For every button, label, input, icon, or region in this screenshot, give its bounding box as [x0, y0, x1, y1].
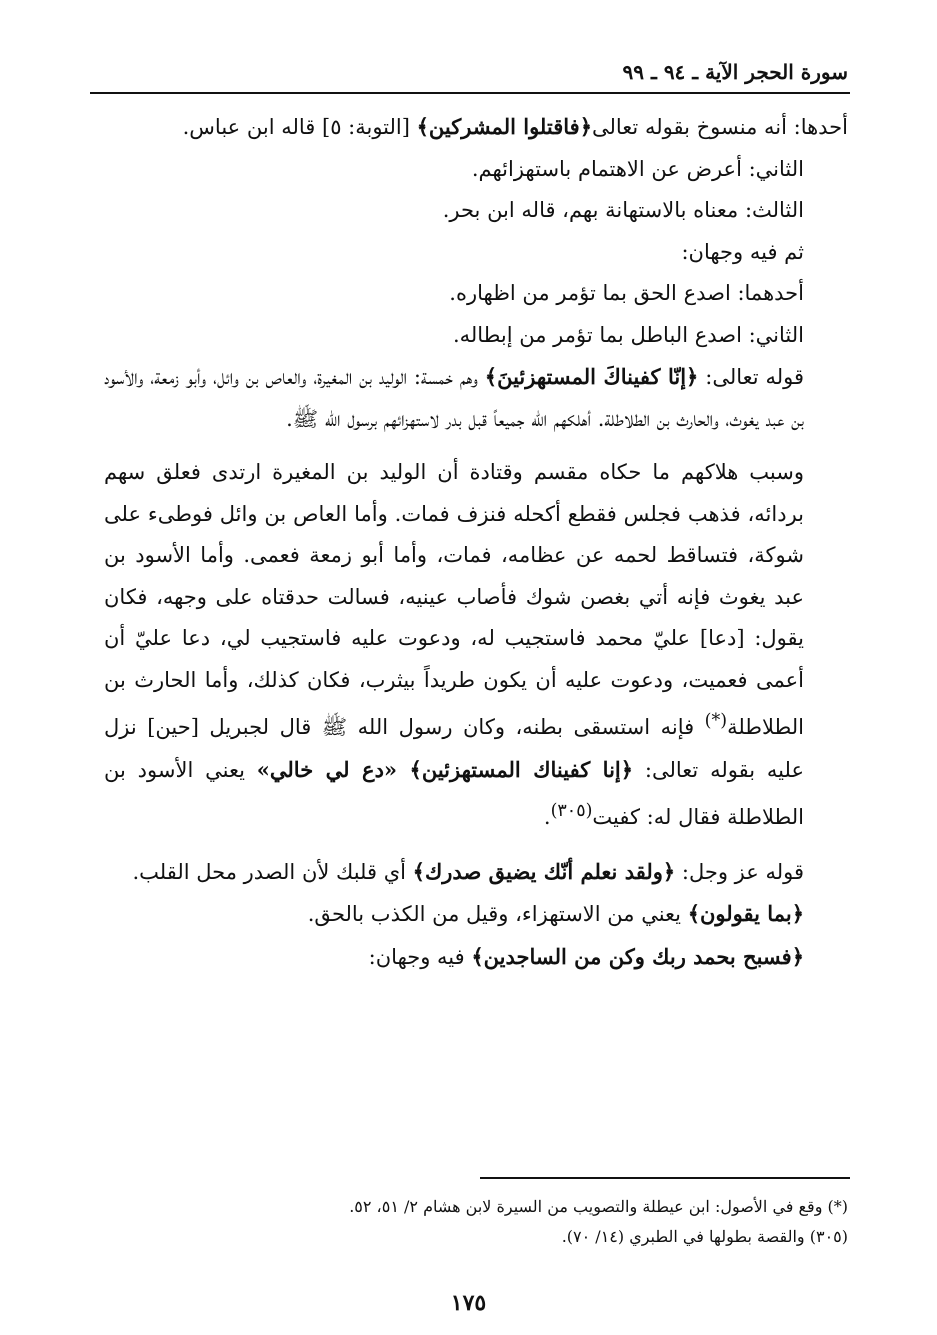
quran-quote: ﴿فسبح بحمد ربك وكن من الساجدين﴾: [471, 943, 804, 969]
paragraph-glorify: [104, 936, 848, 979]
quran-quote: ﴿فاقتلوا المشركين﴾: [416, 114, 592, 139]
footnotes: [104, 1192, 848, 1252]
text-span: قوله تعالى:: [698, 365, 804, 389]
paragraph-destruction: [104, 452, 848, 839]
line-second-opinion: الثاني: أعرض عن الاهتمام باستهزائهم.: [471, 156, 804, 181]
header-divider: [90, 92, 850, 94]
text-span: فإنه استسقى بطنه، وكان رسول الله ﷺ قال لجبريل [حين] نزل عليه بقوله تعالى:: [104, 715, 804, 782]
quran-quote: ﴿ولقد نعلم أنّك يضيق صدرك﴾: [412, 858, 676, 884]
paragraph-chest: [104, 851, 848, 894]
footnote-ref: (٣٠٥): [550, 801, 593, 821]
line-third-opinion: الثالث: معناه بالاستهانة بهم، قاله ابن بحر.: [442, 198, 804, 222]
footnote-1: (*) وقع في الأصول: ابن عيطلة والتصويب من السيرة لابن هشام ٢/ ٥١، ٥٢.: [349, 1197, 848, 1216]
quote-call: «دع لي خالي»: [256, 756, 410, 782]
line-aspect-one: أحدهما: اصدع الحق بما تؤمر من اظهاره.: [449, 281, 804, 305]
text-span: يعني من الاستهزاء، وقيل من الكذب بالحق.: [307, 902, 688, 926]
main-text: [104, 106, 848, 978]
quran-quote: ﴿بما يقولون﴾: [687, 901, 804, 926]
quran-quote: ﴿إنّا كفيناكَ المستهزئينَ﴾: [484, 364, 699, 389]
running-header: سورة الحجر الآية ـ ٩٤ ـ ٩٩: [622, 60, 848, 84]
paragraph-what-they-say: [104, 893, 848, 936]
text-span: .: [543, 805, 551, 829]
text-span: وسبب هلاكهم ما حكاه مقسم وقتادة أن الوليد بن المغيرة ارتدى فعلق سهم بردائه، فذهب فجلس فقطع أكحله فنزف فمات. وأما العاص بن وائل فوطىء على شوكة، فتساقط لحمه عن عظامه، فمات، وأما أبو زمعة فعمى. وأما الأسود بن عبد يغوث فإنه أتي بغصن شوك فأصاب عينيه، فسالت حدقتاه على وجهه، فكان يقول: [دعا] عليّ محمد فاستجيب له، ودعوت عليه فاستجيب لي، دعا عليّ أن أعمى فعميت، ودعوت عليه أن يكون طريداً بيثرب، فكان كذلك، وأما الحارث بن الطلاطلة: [104, 460, 804, 739]
line-aspect-two: الثاني: اصدع الباطل بما تؤمر من إبطاله.: [452, 322, 804, 347]
footnote-divider: [480, 1177, 850, 1179]
paragraph-abrogation: [104, 106, 848, 149]
text-span: وهم خمسة: الوليد بن المغيرة، والعاص بن وائل، وأبو زمعة، والأسود بن عبد يغوث، والحارث بن الطلاطلة. أهلكهم الله جميعاً قبل بدر لاستهزائهم برسول الله ﷺ.: [104, 365, 804, 431]
text-span: يعني الأسود بن الطلاطلة فقال له: كفيت: [104, 757, 804, 829]
line-two-aspects: ثم فيه وجهان:: [681, 239, 804, 264]
paragraph-mockers: [104, 356, 848, 440]
page-number: ١٧٥: [450, 1290, 487, 1316]
text-span: فيه وجهان:: [368, 944, 472, 969]
text-span: أحدها: أنه منسوخ بقوله تعالى: [592, 115, 848, 139]
footnote-2: (٣٠٥) والقصة بطولها في الطبري (١٤/ ٧٠).: [561, 1227, 848, 1246]
quran-quote: ﴿إنا كفيناك المستهزئين﴾: [409, 756, 634, 782]
footnote-ref: (*): [704, 711, 728, 731]
text-span: أي قلبك لأن الصدر محل القلب.: [132, 859, 413, 884]
text-span: قوله عز وجل:: [675, 859, 804, 884]
text-span: [التوبة: ٥] قاله ابن عباس.: [182, 115, 417, 139]
